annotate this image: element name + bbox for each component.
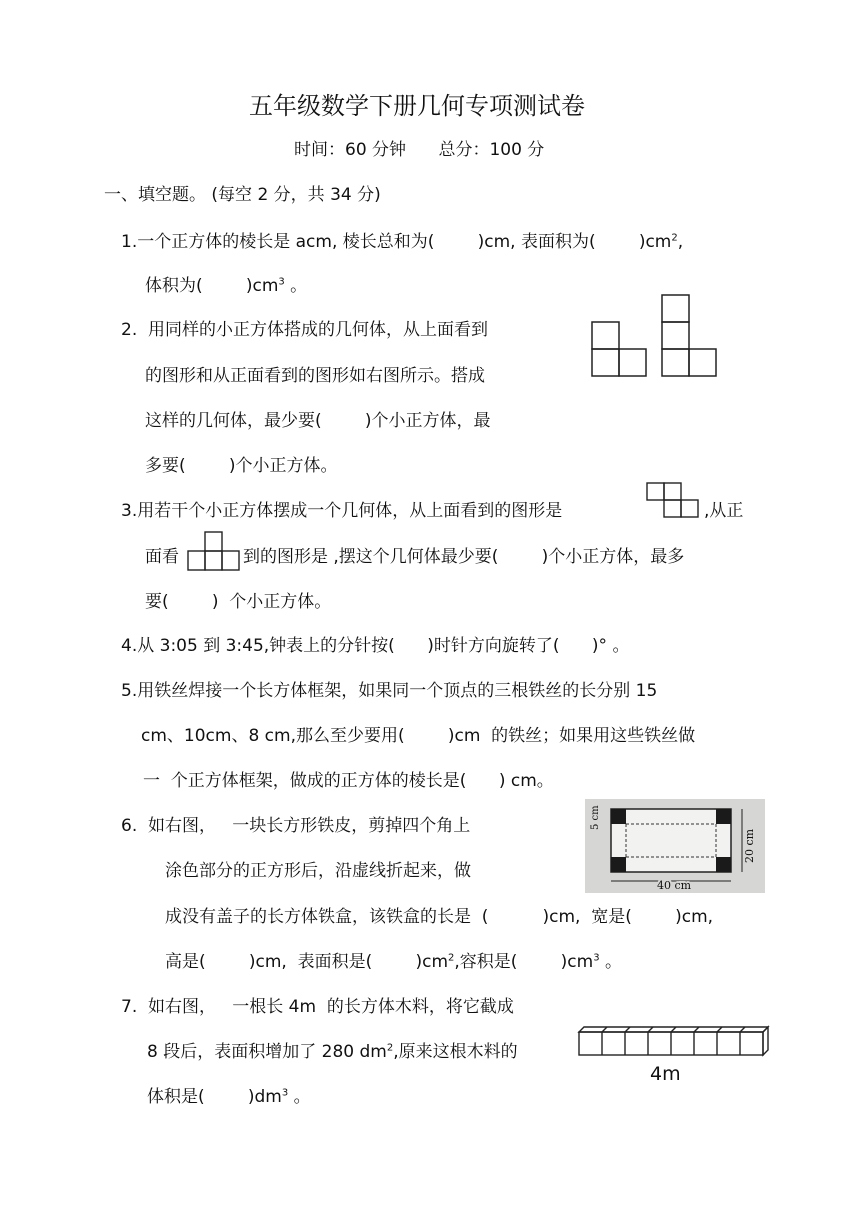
question-3-line-1b: ,从正 — [704, 501, 744, 521]
question-2-line-2: 的图形和从正面看到的图形如右图所示。搭成 — [145, 366, 485, 386]
section-heading: 一、填空题。 (每空 2 分，共 34 分) — [104, 185, 381, 205]
question-3-line-1a: 3.用若干个小正方体摆成一个几何体，从上面看到的图形是 — [121, 501, 563, 521]
question-5-line-1: 5.用铁丝焊接一个长方体框架，如果同一个顶点的三根铁丝的长分别 15 — [121, 681, 658, 701]
timber-bar-figure — [576, 1024, 772, 1058]
question-6-line-2: 涂色部分的正方形后，沿虚线折起来，做 — [165, 861, 471, 881]
question-7-line-1: 7. 如右图， 一根长 4m 的长方体木料，将它截成 — [121, 997, 514, 1017]
question-5-line-3: 一 个正方体框架，做成的正方体的棱长是( ) cm。 — [143, 771, 554, 791]
question-1-line-1: 1.一个正方体的棱长是 acm, 棱长总和为( )cm, 表面积为( )$cm^2$, — [121, 232, 684, 252]
question-4: 4.从 3:05 到 3:45,钟表上的分针按( )时针方向旋转了( )° 。 — [121, 636, 630, 656]
front-view-figure — [660, 293, 720, 379]
question-7-line-3: 体积是( )$dm^3$ 。 — [147, 1087, 311, 1107]
q3-front-view-figure — [186, 530, 242, 572]
question-7-line-2: 8 段后，表面积增加了 280 $dm^2$,原来这根木料的 — [147, 1042, 518, 1062]
exam-info: 时间：60 分钟 总分：100 分 — [294, 140, 545, 160]
question-6-line-4: 高是( )cm, 表面积是( )$cm^2$,容积是( )$cm^3$ 。 — [165, 952, 622, 972]
q3-top-view-figure — [645, 481, 701, 521]
question-3-line-3: 要( ) 个小正方体。 — [145, 592, 332, 612]
question-3-line-2a: 面看 — [145, 547, 179, 567]
fig-label-5cm: 5 cm — [590, 805, 601, 830]
question-6-line-1: 6. 如右图， 一块长方形铁皮，剪掉四个角上 — [121, 816, 471, 836]
question-3-line-2b: 到的图形是 ,摆这个几何体最少要( )个小正方体，最多 — [243, 547, 685, 567]
question-2-line-4: 多要( )个小正方体。 — [145, 456, 338, 476]
timber-length-label: 4m — [650, 1063, 681, 1085]
tin-sheet-figure — [585, 799, 765, 893]
question-1-line-2: 体积为( )$cm^3$ 。 — [145, 276, 308, 296]
top-view-figure — [590, 320, 650, 378]
question-5-line-2: cm、10cm、8 cm,那么至少要用( )cm 的铁丝；如果用这些铁丝做 — [141, 726, 696, 746]
page-title: 五年级数学下册几何专项测试卷 — [249, 92, 585, 120]
question-2-line-1: 2. 用同样的小正方体搭成的几何体，从上面看到 — [121, 320, 489, 340]
question-6-line-3: 成没有盖子的长方体铁盒，该铁盒的长是 ( )cm, 宽是( )cm, — [165, 907, 714, 927]
fig-label-40cm: 40 cm — [657, 879, 692, 892]
fig-label-20cm: 20 cm — [743, 828, 756, 863]
question-2-line-3: 这样的几何体，最少要( )个小正方体，最 — [145, 411, 491, 431]
